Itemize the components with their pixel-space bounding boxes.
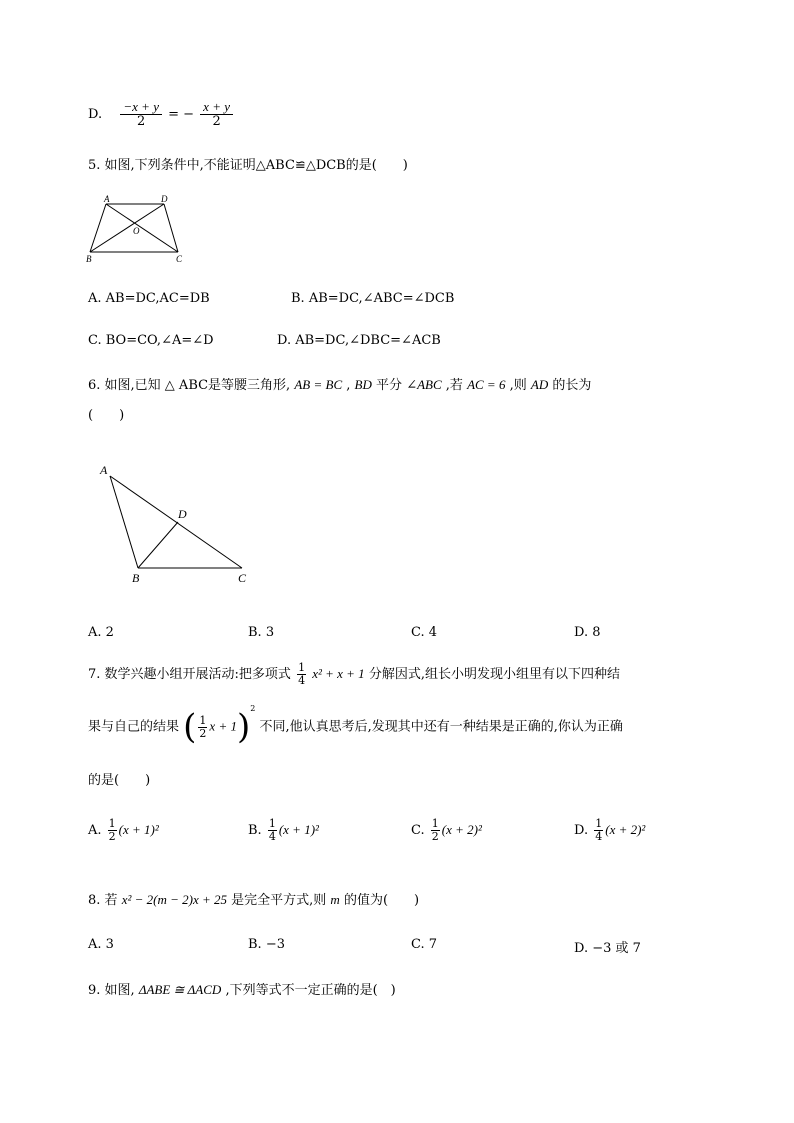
label-d: D xyxy=(178,507,187,521)
q6-answer-paren: ( ) xyxy=(88,408,125,423)
math-bd: BD xyxy=(354,377,372,392)
segment-ac xyxy=(106,204,178,252)
q5-option-d[interactable]: D. AB=DC,∠DBC=∠ACB xyxy=(277,333,441,348)
option-label: D. xyxy=(88,107,103,122)
congruence-expr: ΔABE ≅ ΔACD xyxy=(138,982,222,997)
q6-figure xyxy=(96,458,256,588)
segment-ac xyxy=(110,476,242,568)
q6-option-a[interactable]: A. 2 xyxy=(88,625,114,640)
segment-db xyxy=(90,204,164,252)
q7-line-2: 果与自己的结果 ( $\frac{1}{2}$ x + 1)$^2$ 不同,他认真思考后,发现其中还有一种结果是正确的,你认为正确 xyxy=(88,704,623,747)
q7-option-b[interactable]: B. $\frac{1}{4}$ (x + 1)² xyxy=(248,817,319,843)
q5-option-b[interactable]: B. AB=DC,∠ABC=∠DCB xyxy=(291,291,455,306)
q7-option-c[interactable]: C. $\frac{1}{2}$ (x + 2)² xyxy=(411,817,482,843)
math-angle-abc: ∠ABC xyxy=(406,377,442,392)
q7-line-1: 7. 数学兴趣小组开展活动:把多项式 $\frac{1}{4}$ x² + x + 1 分解因式,组长小明发现小组里有以下四种结 xyxy=(88,661,620,687)
label-o: O xyxy=(133,226,140,236)
q7-option-a[interactable]: A. $\frac{1}{2}$ (x + 1)² xyxy=(88,817,159,843)
fraction-lhs: $\frac{-x + y}{2}$ xyxy=(120,100,162,129)
label-b: B xyxy=(86,254,92,264)
label-a: A xyxy=(100,463,108,477)
segment-ab xyxy=(90,204,106,252)
exponent: 2 xyxy=(250,704,256,714)
q6-option-d[interactable]: D. 8 xyxy=(574,625,601,640)
segment-bd xyxy=(138,522,178,568)
q5-option-c[interactable]: C. BO=CO,∠A=∠D xyxy=(88,333,214,348)
q8-stem: 8. 若 x² − 2(m − 2)x + 25 是完全平方式,则 m 的值为( ) xyxy=(88,892,420,908)
fraction-quarter: $\frac{1}{4}$ xyxy=(298,661,306,687)
q8-option-b[interactable]: B. −3 xyxy=(248,937,285,952)
q7-option-d[interactable]: D. $\frac{1}{4}$ (x + 2)² xyxy=(574,817,646,843)
q6-option-c[interactable]: C. 4 xyxy=(411,625,438,640)
segment-ab xyxy=(110,476,138,568)
quadratic-expr: x² − 2(m − 2)x + 25 xyxy=(121,892,227,907)
equals-minus: = − xyxy=(168,107,195,122)
q5-option-a[interactable]: A. AB=DC,AC=DB xyxy=(88,291,210,306)
label-c: C xyxy=(238,571,247,585)
math-ab-bc: AB = BC xyxy=(294,377,343,392)
q5-stem: 5. 如图,下列条件中,不能证明△ABC≌△DCB的是( ) xyxy=(88,158,408,173)
segment-dc xyxy=(164,204,178,252)
q9-stem: 9. 如图, ΔABE ≅ ΔACD ,下列等式不一定正确的是( ) xyxy=(88,982,396,998)
fraction-rhs: $\frac{x + y}{2}$ xyxy=(200,100,233,129)
q8-option-d[interactable]: D. −3 或 7 xyxy=(574,941,641,956)
label-a: A xyxy=(104,194,110,204)
inner-expr: x + 1 xyxy=(209,718,237,734)
polynomial-expr: x² + x + 1 xyxy=(312,666,365,681)
q6-option-b[interactable]: B. 3 xyxy=(248,625,275,640)
q7-line-3: 的是( ) xyxy=(88,773,151,788)
q6-stem: 6. 如图,已知 △ ABC是等腰三角形, AB = BC , BD 平分 ∠ABC ,若 AC = 6 ,则 AD 的长为 xyxy=(88,377,592,393)
q4-option-d[interactable] xyxy=(88,100,235,129)
fraction-half: $\frac{1}{2}$ xyxy=(199,713,207,740)
q8-option-c[interactable]: C. 7 xyxy=(411,937,438,952)
math-ad: AD xyxy=(530,377,549,392)
label-d: D xyxy=(161,194,168,204)
q5-figure xyxy=(84,192,194,264)
label-c: C xyxy=(176,254,183,264)
label-b: B xyxy=(132,571,140,585)
math-ac-6: AC = 6 xyxy=(467,377,506,392)
math-m: m xyxy=(330,892,340,907)
q8-option-a[interactable]: A. 3 xyxy=(88,937,114,952)
